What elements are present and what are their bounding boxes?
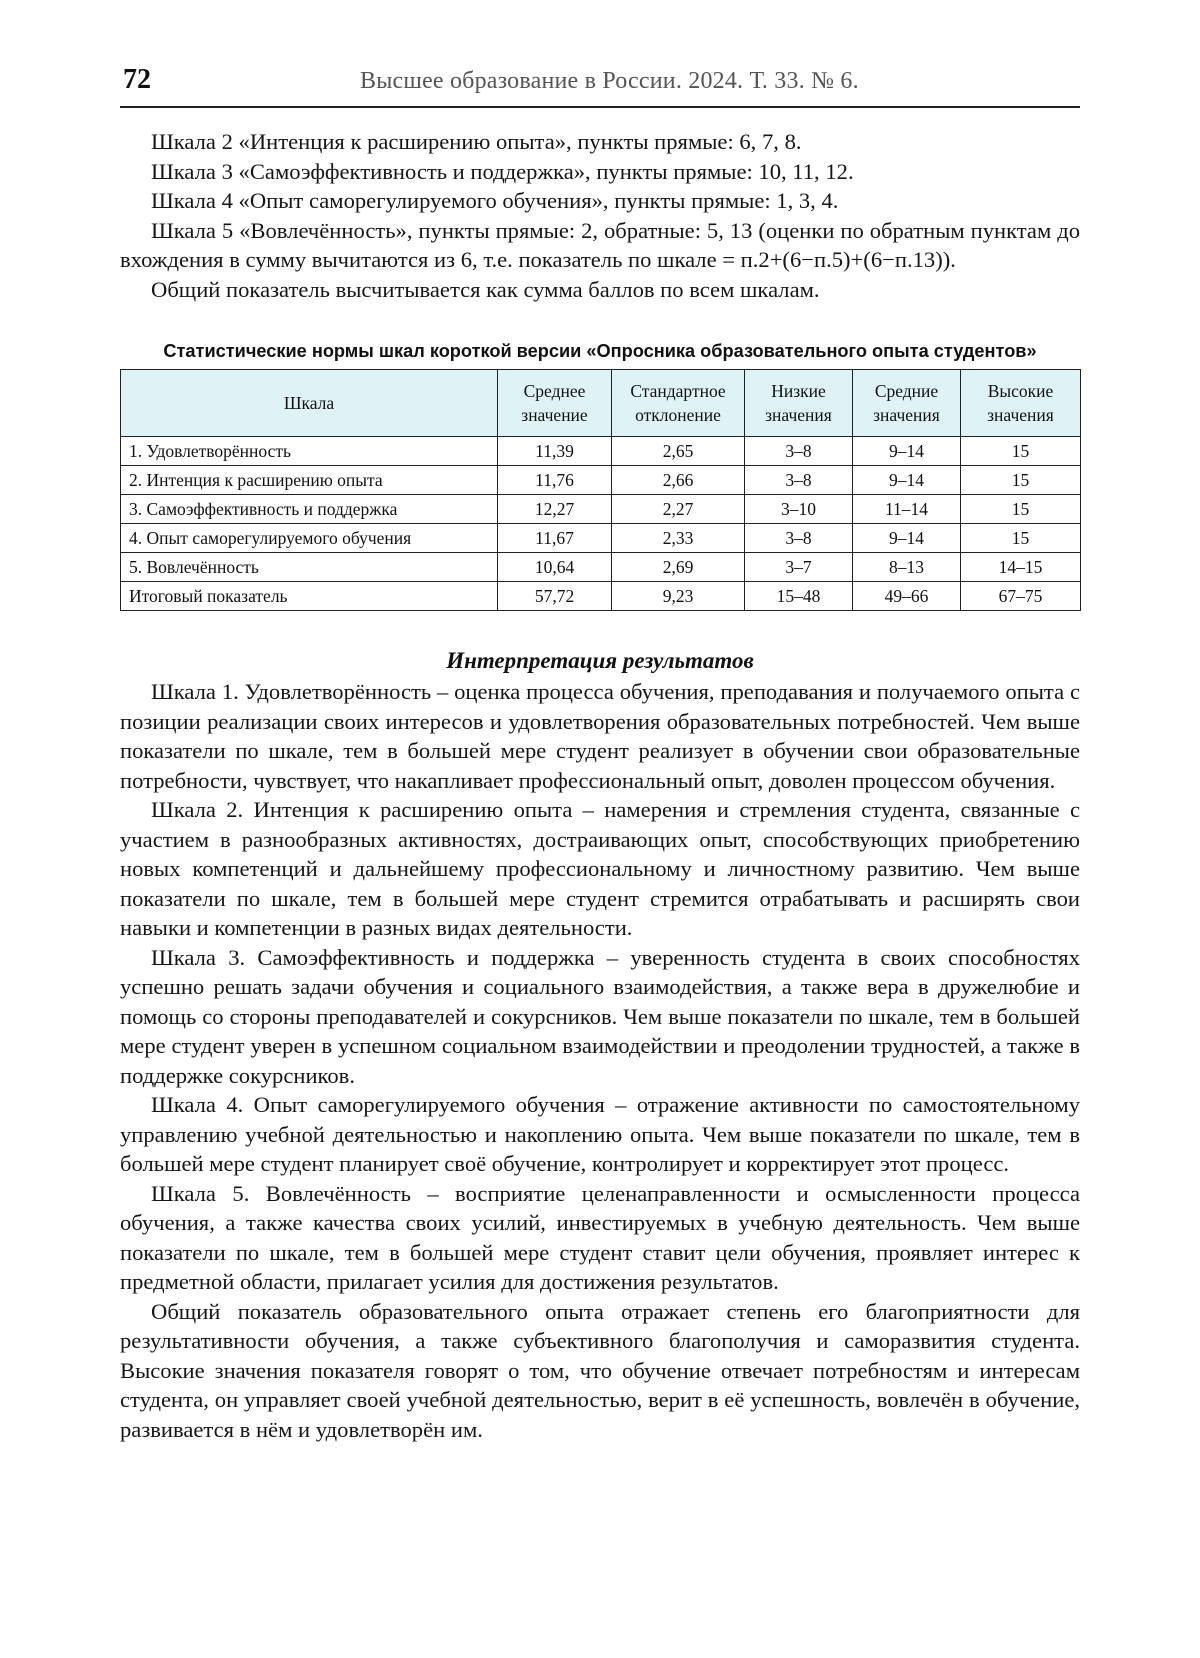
paragraph: Общий показатель образовательного опыта отражает степень его благоприятности для результативности обучения, а также субъективного благополучия и саморазвития студента. Высокие значения показателя говорят о том, что обучение отвечает потребностям и интересам студента, он управляет своей учебной деятельностью, верит в её успешность, вовлечён в обучение, развивается в нём и удовлетворён им. bbox=[120, 1298, 1080, 1442]
section-title: Интерпретация результатов bbox=[446, 648, 754, 673]
cell-scale: Итоговый показатель bbox=[121, 582, 498, 611]
table-caption: Статистические нормы шкал короткой версии «Опросника образовательного опыта студентов» bbox=[163, 341, 1037, 361]
cell-medium: 9–14 bbox=[853, 524, 961, 553]
cell-sd: 2,33 bbox=[612, 524, 745, 553]
cell-high: 67–75 bbox=[961, 582, 1081, 611]
table-row bbox=[121, 524, 1081, 553]
paragraph: Шкала 3 «Самоэффективность и поддержка», пункты прямые: 10, 11, 12. bbox=[151, 158, 854, 184]
cell-mean: 11,67 bbox=[498, 524, 612, 553]
cell-medium: 9–14 bbox=[853, 437, 961, 466]
cell-low: 3–8 bbox=[745, 466, 853, 495]
header-high: Высокие значения bbox=[961, 370, 1081, 437]
paragraph: Шкала 2. Интенция к расширению опыта – намерения и стремления студента, связанные с участием в разнообразных активностях, достраивающих опыт, способствующих приобретению новых компетенций и дальнейшему профессиональному и личностному развитию. Чем выше показатели по шкале, тем в большей мере студент стремится отрабатывать и расширять свои навыки и компетенции в разных видах деятельности. bbox=[120, 797, 1080, 940]
running-head: Высшее образование в России. 2024. Т. 33. № 6. bbox=[360, 68, 859, 94]
table-row bbox=[121, 466, 1081, 495]
cell-sd: 2,69 bbox=[612, 553, 745, 582]
cell-high: 14–15 bbox=[961, 553, 1081, 582]
cell-mean: 12,27 bbox=[498, 495, 612, 524]
cell-medium: 11–14 bbox=[853, 495, 961, 524]
table-row bbox=[121, 437, 1081, 466]
cell-scale: 3. Самоэффективность и поддержка bbox=[121, 495, 498, 524]
paragraph: Шкала 4 «Опыт саморегулируемого обучения», пункты прямые: 1, 3, 4. bbox=[151, 188, 839, 213]
cell-high: 15 bbox=[961, 495, 1081, 524]
cell-scale: 5. Вовлечённость bbox=[121, 553, 498, 582]
cell-mean: 11,39 bbox=[498, 437, 612, 466]
table-header-row bbox=[121, 370, 1081, 437]
paragraph: Шкала 5. Вовлечённость – восприятие целенаправленности и осмысленности процесса обучения, а также качества своих усилий, инвестируемых в учебную деятельность. Чем выше показатели по шкале, тем в большей мере студент ставит цели обучения, проявляет интерес к предметной области, прилагает усилия для достижения результатов. bbox=[120, 1180, 1080, 1294]
paragraph: Шкала 3. Самоэффективность и поддержка – уверенность студента в своих способностях успешно решать задачи обучения и социального взаимодействия, а также вера в дружелюбие и помощь со стороны преподавателей и сокурсников. Чем выше показатели по шкале, тем в большей мере студент уверен в успешном социальном взаимодействии и преодолении трудностей, а также в поддержке сокурсников. bbox=[120, 944, 1080, 1088]
cell-medium: 9–14 bbox=[853, 466, 961, 495]
cell-low: 3–7 bbox=[745, 553, 853, 582]
cell-sd: 2,65 bbox=[612, 437, 745, 466]
norms-table bbox=[120, 369, 1081, 611]
page-number: 72 bbox=[123, 64, 151, 95]
cell-high: 15 bbox=[961, 437, 1081, 466]
paragraph: Общий показатель высчитывается как сумма баллов по всем шкалам. bbox=[151, 276, 820, 302]
paragraph: Шкала 1. Удовлетворённость – оценка процесса обучения, преподавания и получаемого опыта с позиции реализации своих интересов и удовлетворения образовательных потребностей. Чем выше показатели по шкале, тем в большей мере студент реализует в обучении свои образовательные потребности, чувствует, что накапливает профессиональный опыт, доволен процессом обучения. bbox=[120, 679, 1080, 793]
cell-low: 3–10 bbox=[745, 495, 853, 524]
table-row-total bbox=[121, 582, 1081, 611]
paragraph: Шкала 2 «Интенция к расширению опыта», пункты прямые: 6, 7, 8. bbox=[151, 129, 802, 154]
header-sd: Стандартное отклонение bbox=[612, 370, 745, 437]
cell-low: 15–48 bbox=[745, 582, 853, 611]
header-medium: Средние значения bbox=[853, 370, 961, 437]
page-header bbox=[120, 56, 1080, 108]
cell-medium: 49–66 bbox=[853, 582, 961, 611]
interpretation-text bbox=[120, 677, 1080, 1444]
cell-low: 3–8 bbox=[745, 437, 853, 466]
cell-scale: 2. Интенция к расширению опыта bbox=[121, 466, 498, 495]
paragraph: Шкала 5 «Вовлечённость», пункты прямые: 2, обратные: 5, 13 (оценки по обратным пунктам до вхождения в сумму вычитаются из 6, т.е. показатель по шкале = п.2+(6−п.5)+(6−п.13)). bbox=[120, 217, 1080, 272]
table-row bbox=[121, 553, 1081, 582]
cell-sd: 9,23 bbox=[612, 582, 745, 611]
cell-scale: 1. Удовлетворённость bbox=[121, 437, 498, 466]
cell-mean: 11,76 bbox=[498, 466, 612, 495]
table-row bbox=[121, 495, 1081, 524]
cell-mean: 57,72 bbox=[498, 582, 612, 611]
intro-text bbox=[120, 127, 1080, 304]
cell-scale: 4. Опыт саморегулируемого обучения bbox=[121, 524, 498, 553]
cell-mean: 10,64 bbox=[498, 553, 612, 582]
header-scale: Шкала bbox=[121, 370, 498, 437]
cell-low: 3–8 bbox=[745, 524, 853, 553]
cell-medium: 8–13 bbox=[853, 553, 961, 582]
header-low: Низкие значения bbox=[745, 370, 853, 437]
paragraph: Шкала 4. Опыт саморегулируемого обучения – отражение активности по самостоятельному управлению учебной деятельностью и накоплению опыта. Чем выше показатели по шкале, тем в большей мере студент планирует своё обучение, контролирует и корректирует этот процесс. bbox=[120, 1092, 1080, 1176]
cell-high: 15 bbox=[961, 524, 1081, 553]
cell-sd: 2,66 bbox=[612, 466, 745, 495]
cell-sd: 2,27 bbox=[612, 495, 745, 524]
header-mean: Среднее значение bbox=[498, 370, 612, 437]
cell-high: 15 bbox=[961, 466, 1081, 495]
